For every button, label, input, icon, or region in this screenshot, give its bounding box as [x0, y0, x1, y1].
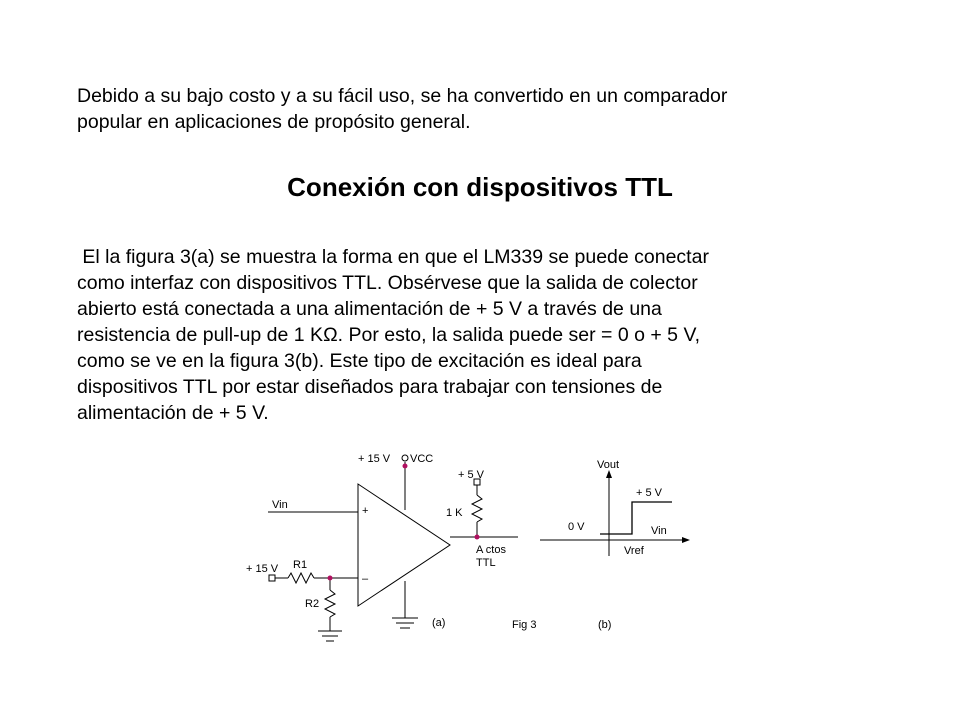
pullup-resistor-icon — [472, 495, 482, 522]
figure-caption: Fig 3 — [512, 619, 537, 631]
graph-ref-label: Vref — [624, 545, 644, 557]
node-dot — [328, 576, 333, 581]
node-dot — [403, 464, 408, 469]
body-line: dispositivos TTL por estar diseñados para trabajar con tensiones de — [77, 376, 663, 398]
r1-label: R1 — [293, 559, 308, 571]
graph-high-label: + 5 V — [636, 487, 662, 499]
intro-line: popular en aplicaciones de propósito general. — [77, 111, 471, 133]
body-line: abierto está conectada a una alimentación de + 5 V a través de una — [77, 298, 662, 320]
intro-line: Debido a su bajo costo y a su fácil uso, se ha convertido en un comparador — [77, 85, 728, 107]
r1-resistor-icon — [288, 573, 314, 583]
circuit-nodes — [328, 464, 480, 581]
body-line: como se ve en la figura 3(b). Este tipo de excitación es ideal para — [77, 350, 642, 372]
r2-resistor-icon — [325, 590, 335, 617]
vcc-terminal — [402, 455, 408, 461]
graph-y-label: Vout — [597, 459, 620, 471]
output-label-ttl: TTL — [476, 557, 496, 569]
r2-label: R2 — [305, 598, 320, 610]
subfigure-a-label: (a) — [432, 617, 446, 629]
vin-label: Vin — [272, 499, 288, 511]
body-line: como interfaz con dispositivos TTL. Obsérvese que la salida de colector — [77, 272, 698, 294]
x-axis-arrow-icon — [682, 537, 690, 543]
pullup-supply-label: + 5 V — [458, 469, 484, 481]
pullup-resistor-label: 1 K — [446, 507, 463, 519]
node-dot — [475, 535, 480, 540]
divider-terminal — [269, 575, 275, 581]
vcc-name: VCC — [410, 453, 434, 465]
output-label: A ctos — [476, 544, 506, 556]
body-line: El la figura 3(a) se muestra la forma en que el LM339 se puede conectar — [77, 246, 709, 268]
transfer-graph-b — [540, 459, 690, 631]
subfigure-b-label: (b) — [598, 619, 612, 631]
comparator-symbol — [358, 484, 450, 606]
section-heading: Conexión con dispositivos TTL — [287, 172, 673, 202]
graph-x-label: Vin — [651, 525, 667, 537]
circuit-labels — [246, 453, 506, 629]
body-line: alimentación de + 5 V. — [77, 402, 269, 424]
y-axis-arrow-icon — [606, 470, 612, 478]
divider-supply-label: + 15 V — [246, 563, 279, 575]
minus-input-sign: – — [362, 573, 369, 585]
plus-input-sign: + — [362, 505, 369, 517]
vcc-label: + 15 V — [358, 453, 391, 465]
body-line: resistencia de pull-up de 1 KΩ. Por esto, la salida puede ser = 0 o + 5 V, — [77, 324, 701, 346]
graph-low-label: 0 V — [568, 521, 585, 533]
